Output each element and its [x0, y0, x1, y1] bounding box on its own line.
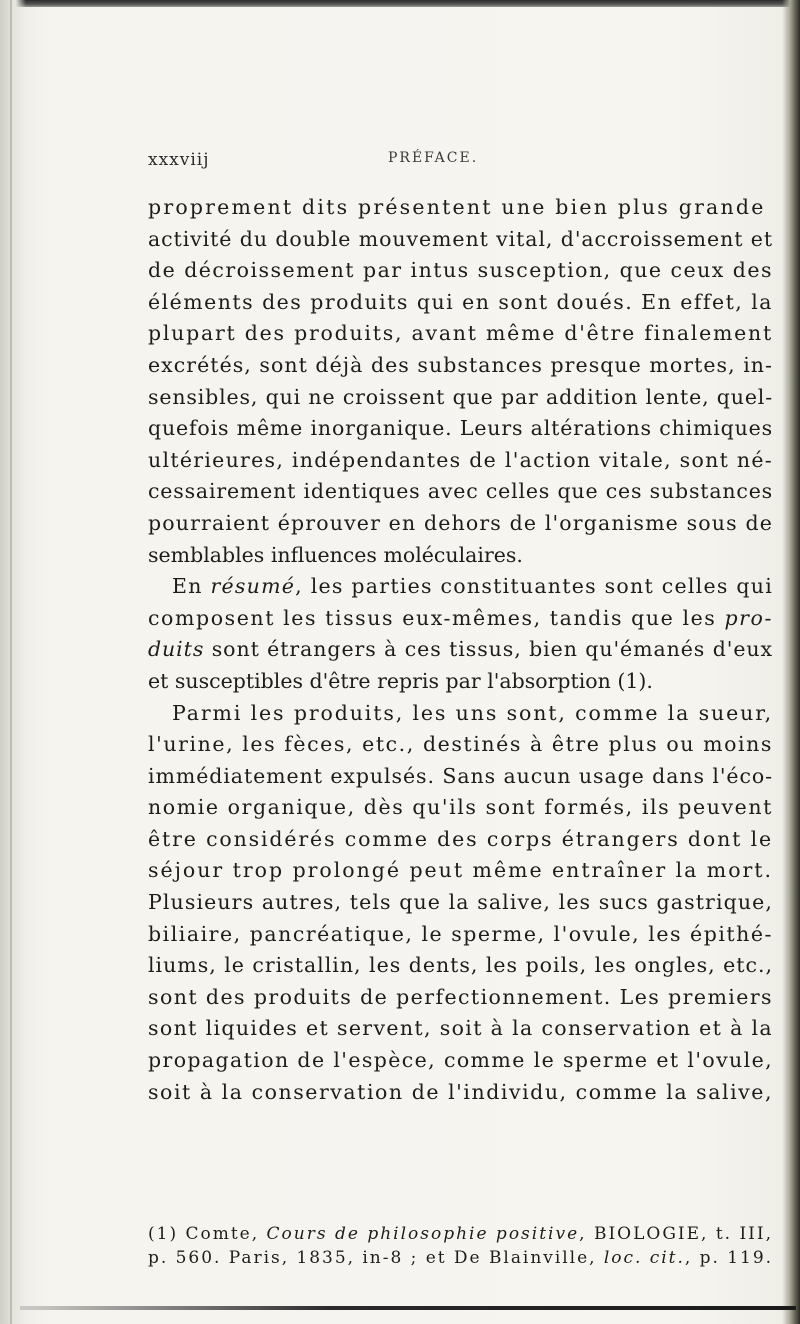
- text-line: de décroissement par intus susception, que ceux des: [148, 258, 773, 283]
- text-line: quefois même inorganique. Leurs altérations chimiques: [148, 416, 773, 441]
- text-line: pourraient éprouver en dehors de l'organisme sous de: [148, 510, 773, 535]
- text-line: Plusieurs autres, tels que la salive, les sucs gastrique,: [148, 890, 773, 915]
- footnote-line: p. 560. Paris, 1835, in-8 ; et De Blainville, loc. cit., p. 119.: [148, 1248, 773, 1268]
- text-line: excrétés, sont déjà des substances presque mortes, in-: [148, 352, 773, 377]
- text-line: nomie organique, dès qu'ils sont formés, ils peuvent: [148, 795, 773, 820]
- footnote: [148, 1222, 773, 1270]
- text-line: biliaire, pancréatique, le sperme, l'ovule, les épithé-: [148, 921, 773, 946]
- body-text: [148, 192, 773, 1108]
- text-line: plupart des produits, avant même d'être finalement: [148, 321, 773, 346]
- text-line: Parmi les produits, les uns sont, comme la sueur,: [172, 700, 773, 725]
- text-line: être considérés comme des corps étrangers dont le: [148, 826, 773, 851]
- text-line: proprement dits présentent une bien plus grande: [148, 195, 766, 219]
- text-line: composent les tissus eux-mêmes, tandis que les pro-: [148, 605, 773, 630]
- bottom-edge-shadow: [20, 1306, 796, 1310]
- text-line: sont liquides et servent, soit à la conservation et à la: [148, 1016, 773, 1041]
- text-line: sensibles, qui ne croissent que par addition lente, quel-: [148, 384, 773, 409]
- text-line: immédiatement expulsés. Sans aucun usage dans l'éco-: [148, 763, 773, 788]
- footnote-line: (1) Comte, Cours de philosophie positive, BIOLOGIE, t. III,: [148, 1224, 773, 1244]
- page-right-edge: [782, 0, 800, 1324]
- running-head: PRÉFACE.: [388, 150, 479, 166]
- text-line: ultérieures, indépendantes de l'action vitale, sont né-: [148, 447, 773, 472]
- page-header: [148, 150, 768, 180]
- text-line: duits sont étrangers à ces tissus, bien qu'émanés d'eux: [148, 637, 773, 662]
- text-line: soit à la conservation de l'individu, comme la salive,: [148, 1079, 773, 1104]
- text-line-last: et susceptibles d'être repris par l'absorption (1).: [148, 668, 653, 693]
- top-edge-shadow: [0, 0, 800, 7]
- text-line: cessairement identiques avec celles que ces substances: [148, 479, 773, 504]
- text-line: sont des produits de perfectionnement. Les premiers: [148, 984, 773, 1009]
- text-line: propagation de l'espèce, comme le sperme et l'ovule,: [148, 1048, 773, 1073]
- page-gutter: [0, 0, 26, 1324]
- page-number: xxxviij: [148, 150, 210, 170]
- text-line: séjour trop prolongé peut même entraîner la mort.: [148, 858, 773, 883]
- text-line: activité du double mouvement vital, d'accroissement et: [148, 226, 773, 251]
- text-line: En résumé, les parties constituantes sont celles qui: [172, 574, 773, 599]
- text-line: l'urine, les fèces, etc., destinés à être plus ou moins: [148, 732, 773, 757]
- text-line: éléments des produits qui en sont doués. En effet, la: [148, 289, 773, 314]
- text-line: liums, le cristallin, les dents, les poils, les ongles, etc.,: [148, 953, 773, 978]
- text-line-last: semblables influences moléculaires.: [148, 542, 523, 567]
